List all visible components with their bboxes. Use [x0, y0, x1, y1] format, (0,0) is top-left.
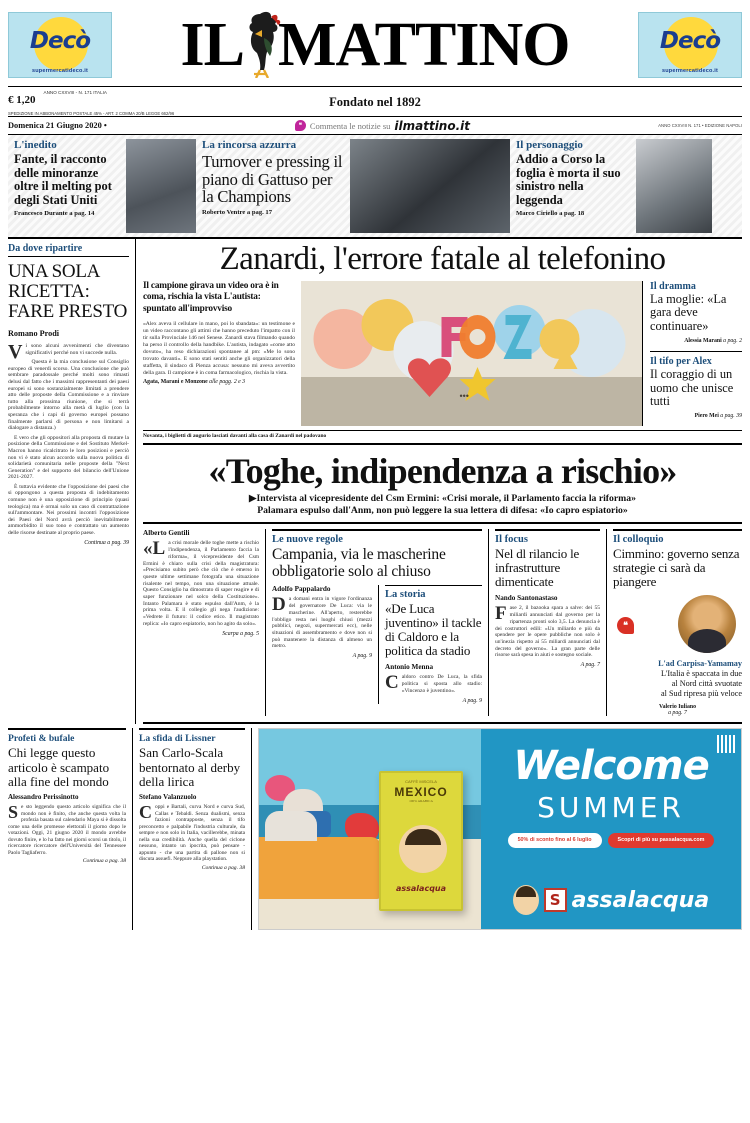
- ad-discount-pill[interactable]: 50% di sconto fino al 6 luglio: [508, 833, 602, 847]
- teaser-photo-fante: [126, 139, 196, 233]
- editorial-title: UNA SOLA RICETTA: FARE PRESTO: [8, 261, 128, 322]
- colloquio-quote-lines: [613, 659, 742, 699]
- bottom-advertisement[interactable]: [258, 728, 742, 930]
- colloquio-kicker: Il colloquio: [613, 529, 742, 545]
- side-headline: Il coraggio di un uomo che unisce tutti: [650, 367, 734, 409]
- edition-note: ANNO CXXVIII N. 171 • EDIZIONE NAPOLI: [658, 123, 742, 128]
- price-note: ANNO CXXVIII - N. 171 ITALIA: [43, 90, 107, 95]
- focus-kicker: Il focus: [495, 529, 600, 545]
- editorial-paragraph: [8, 341, 129, 363]
- editorial-column: [8, 239, 136, 724]
- bottom-author: Stefano Valanzuolo: [139, 793, 197, 802]
- colloquio-line4: al Sud ripresa più veloce: [661, 689, 742, 699]
- quad-headline: Campania, via le mascherine obbligatorie solo al chiuso: [272, 546, 446, 580]
- quad-author: Alberto Gentili: [143, 529, 190, 538]
- ad-deco-left[interactable]: [8, 12, 112, 78]
- top-teaser-strip: [8, 135, 742, 239]
- svg-text:•••: •••: [459, 391, 469, 401]
- ad-pack-subtitle: 100% ARABICA: [409, 799, 433, 804]
- bottom-col-profeti: [8, 728, 132, 930]
- lead-caption-row: [143, 430, 742, 439]
- quad-col-colloquio: [606, 529, 742, 716]
- deco-wordmark-right: Decò: [659, 28, 721, 54]
- focus-author: Nando Santonastaso: [495, 594, 558, 603]
- ad-brand-name: assalacqua: [571, 887, 710, 913]
- ad-welcome-text: Welcome: [513, 743, 709, 790]
- quad-col-campania: [265, 529, 488, 716]
- toghe-sub-line2: Palamara espulso dall'Anm, non può leggere la sua lettera di difesa: «Io capro espiatorio»: [257, 505, 628, 517]
- lead-subhead: Il campione girava un video ora è in coma, rischia la vista L'autista: spuntato all'improvviso: [143, 281, 279, 314]
- quad-author: Adolfo Pappalardo: [272, 585, 331, 594]
- storia-kicker: La storia: [385, 585, 482, 600]
- teaser-byline: Marco Ciriello a pag. 18: [516, 210, 585, 218]
- masthead: [8, 6, 742, 84]
- comment-promo[interactable]: [295, 119, 470, 133]
- side-headline: La moglie: «La gara deve continuare»: [650, 292, 727, 333]
- colloquio-byline: [613, 704, 742, 716]
- storia-page-link[interactable]: A pag. 9: [462, 697, 482, 704]
- newspaper-title: [112, 11, 638, 79]
- bottom-dropcap: S: [8, 802, 19, 823]
- teaser-personaggio[interactable]: [510, 139, 636, 233]
- bottom-col-lissner: [132, 728, 252, 930]
- bottom-continue-link[interactable]: Continua a pag. 38: [201, 864, 245, 871]
- editorial-continue-link[interactable]: Continua a pag. 39: [84, 539, 129, 546]
- teaser-byline: Roberto Ventre a pag. 17: [202, 208, 273, 216]
- comment-text: Commenta le notizie su: [309, 120, 391, 131]
- teaser-byline: Francesco Durante a pag. 14: [14, 210, 95, 218]
- quad-dropcap: [143, 538, 168, 560]
- lead-photo-balloons: [301, 281, 642, 426]
- quote-open: «: [143, 538, 153, 560]
- ad-pack-mascot-face: [399, 825, 447, 873]
- editorial-body: [8, 343, 129, 537]
- ad-pack-top-text: CAFFÈ MISCELA: [405, 779, 437, 785]
- colloquio-byline-name: Valerio Iuliano: [659, 704, 696, 711]
- title-mattino: MATTINO: [277, 11, 570, 79]
- speech-bubble-icon: ❝: [295, 120, 306, 131]
- quad-col-storia: [378, 585, 482, 703]
- bottom-headline: Chi legge questo articolo è scampato alla fine del mondo: [8, 745, 110, 789]
- ad-brand-initial: S: [544, 888, 567, 912]
- registration-note: SPEDIZIONE IN ABBONAMENTO POSTALE 45% - ART. 2 COMMA 20/B LEGGE 662/96: [8, 111, 175, 116]
- date-bar: [8, 116, 742, 135]
- focus-text: [495, 605, 600, 659]
- ad-coffee-pack: [379, 771, 463, 911]
- bottom-body: oppi e Bartali, curva Nord e curva Sud, Callas e Tebaldi. Senza dualismi, senza fazioni contrapposte, senza il tifo preconcetto e palpabile l'industria culturale, da sempre e non solo in Italia, vacillerebbe, minata nella sua credibilità. Anche quella del ciclone nessuno, intanto un ipocrita, può pensare - appunto - che una partita di pallone non si discuta assuefi. Neppure alla playstation.: [139, 804, 245, 863]
- dropcap-letter: L: [152, 538, 166, 560]
- rooster-icon: [244, 14, 278, 76]
- photo-caption: Novanta, i biglietti di augurio lasciati davanti alla casa di Zanardi nel padovano: [143, 433, 327, 439]
- bottom-text: [8, 804, 126, 856]
- focus-body: ase 2, il bazooka spara a salve: dei 55 miliardi annunciati dal governo per la ripartenza pronti solo 3,5. La denuncia è dei costruttori edili: «Un miliardo e più da spendere per le opere pubbliche non solo è un'inezia rispetto ai 55 miliardi annunciati dal decreto del governo». La gran parte delle risorse sarà spesa in aiuti e sostegno sociale.: [495, 605, 600, 659]
- teaser-headline: Turnover e pressing il piano di Gattuso per la Champions: [202, 152, 343, 206]
- teaser-inedito[interactable]: [8, 139, 126, 233]
- price-bar: [8, 86, 742, 116]
- side-byline: [650, 413, 742, 419]
- price-value: € 1,20: [8, 94, 36, 106]
- quad-page-link[interactable]: A pag. 9: [352, 653, 372, 660]
- quad-dropcap: D: [272, 594, 286, 616]
- ad-message-panel: [481, 729, 741, 929]
- ad-product-photo: [259, 729, 481, 929]
- second-lead-toghe: [143, 445, 742, 524]
- colloquio-headline: Cimmino: governo senza strategie ci sarà da piangere: [613, 546, 740, 590]
- teaser-kicker: Il personaggio: [516, 139, 583, 151]
- storia-body: aldoro contro De Luca, la sfida politica si sposta allo stadio: «Vincenzo è juventino».: [401, 674, 482, 694]
- issue-date: Domenica 21 Giugno 2020 •: [8, 121, 107, 130]
- ad-pack-title: MEXICO: [394, 785, 448, 800]
- price-block: [8, 90, 223, 116]
- lead-text-column: [143, 281, 301, 426]
- ad-brand-mascot: [513, 885, 539, 915]
- quad-col-gentili: [143, 529, 265, 716]
- right-side: [136, 239, 742, 724]
- bottom-headline: San Carlo-Scala bentornato al derby della lirica: [139, 745, 241, 789]
- main-content: [8, 239, 742, 724]
- editorial-paragraph: Questa è la mia conclusione sul Consiglio europeo di venerdì scorso. Una conclusione che può sembrare paradossale perché molti sono rimasti delusi dal fatto che i massimi rappresentanti dei paesi europei si sono sostanzialmente limitati a prendere atto delle proposte della Commissione e a rinviare tutto alla prossima riunione, che si terrà probabilmente intorno alla metà di luglio (con la speranza che i capi di governo europei possano finalmente parlarsi di persona e non limitarsi a dialogare a distanza.): [8, 359, 129, 432]
- side-byline-page: a pag. 2: [721, 338, 742, 345]
- bottom-author: Alessandro Perissinotto: [8, 793, 79, 802]
- teaser-headline: Addio a Corso la foglia è morta il suo sinistro nella leggenda: [516, 152, 621, 207]
- storia-text: [385, 674, 482, 694]
- teaser-photo-gattuso: [350, 139, 510, 233]
- bottom-dropcap: C: [139, 802, 152, 823]
- colloquio-avatar-wrap: [613, 595, 742, 657]
- quote-badge-icon: ❝: [617, 617, 634, 634]
- teaser-kicker: L'inedito: [14, 139, 57, 151]
- lead-byline: [143, 379, 295, 385]
- editorial-kicker: Da dove ripartire: [8, 243, 129, 257]
- quad-body: a crisi morale delle toghe mette a rischio l'indipendenza, il Parlamento faccia la riforma», il vicepresidente del Csm Ermini è chiaro sulla crisi della magistratura: «Precisiamo subito però che ciò che è emerso in queste ultime settimane fotografa una situazione risalente nel tempo, non una situazione attuale. Questo Consiglio ha dimostrato di saper reagire e di saper funzionare nel solco della Costituzione». Intanto Palamara è stato espulso dall'Anm, è la prima volta. E il collegio gli nega l'audizione: «Vedrete il futuro: il codice etico. Il magistrato replica: «Io capro espiatorio, non ho agito da solo».: [143, 540, 259, 627]
- lead-byline-page: alle pagg. 2 e 3: [207, 379, 246, 386]
- toghe-headline: «Toghe, indipendenza a rischio»: [208, 451, 677, 491]
- website-link[interactable]: ilmattino.it: [394, 118, 470, 133]
- colloquio-line3: al Nord città svuotate: [671, 679, 742, 689]
- bottom-continue-link[interactable]: Continua a pag. 38: [82, 858, 126, 865]
- editorial-paragraph: È tuttavia evidente che l'opposizione dei paesi che si oppongono a questa proposta di indebitamento comune non è una opposizione di principio (quasi teologica) ma è ormai solo un caso di contrattazione sull'ammontare. Nei prossimi incontri l'opposizione dei Paesi del Nord avrà perciò inevitabilmente ammorbidito il suo tono e contrattato un aumento delle risorse destinate al proprio paese.: [8, 483, 129, 537]
- ad-van-prop: [259, 837, 381, 899]
- toghe-sub-line1: ▶Intervista al vicepresidente del Csm Ermini: «Crisi morale, il Parlamento faccia la riforma»: [249, 493, 636, 504]
- quad-continue-link[interactable]: Scarpa a pag. 5: [222, 630, 259, 637]
- bottom-row: [8, 724, 742, 930]
- focus-dropcap: F: [495, 603, 507, 625]
- ad-summer-text: SUMMER: [537, 791, 685, 825]
- colloquio-line2: L'Italia è spaccata in due: [660, 669, 742, 679]
- side-byline-name: Piero Mei: [694, 413, 719, 420]
- deco-website-right: supermercatideco.it: [661, 68, 719, 74]
- ad-deco-right[interactable]: [638, 12, 742, 78]
- teaser-headline: Fante, il racconto delle minoranze oltre il melting pot degli Stati Uniti: [14, 152, 112, 207]
- bottom-body: e sto leggendo questo articolo significa che il mondo non è finito, che anche questa volta la profezia basata sul calendario Maya si è dissolta come una delle promesse elettorali il giorno dopo le votazioni. Oggi, 21 giugno 2020 il mondo avrebbe dovuto finire, e lo ha fatto nei giorni scorsi un titolo, il ricercatore ricercatore dell'Università del Tennessee Paolo Tagliaferro.: [8, 804, 126, 856]
- storia-dropcap: C: [385, 672, 399, 694]
- avatar: [678, 595, 736, 653]
- bottom-kicker: La sfida di Lissner: [139, 728, 245, 744]
- quad-split: [272, 585, 482, 703]
- title-il: IL: [180, 11, 244, 79]
- side-byline-name: Alessia Marani: [684, 338, 722, 345]
- side-kicker: Il tifo per Alex: [650, 356, 712, 368]
- bottom-kicker: Profeti & bufale: [8, 728, 126, 744]
- storia-headline: «De Luca juventino» il tackle di Caldoro e la politica da stadio: [385, 601, 482, 659]
- lead-body: [143, 281, 742, 426]
- focus-page-link[interactable]: A pag. 7: [580, 662, 600, 669]
- quad-col-focus: [488, 529, 606, 716]
- four-column-block: [143, 524, 742, 724]
- quad-text: [143, 540, 259, 627]
- deco-wordmark: Decò: [29, 28, 91, 54]
- teaser-photo-corso: [636, 139, 712, 233]
- ad-more-info-pill[interactable]: Scopri di più su passalacqua.com: [608, 833, 715, 847]
- founded-line: Fondato nel 1892: [329, 95, 421, 109]
- teaser-kicker: La rincorsa azzurra: [202, 139, 297, 151]
- lead-headline: Zanardi, l'errore fatale al telefonino: [219, 241, 666, 277]
- side-story-tifo[interactable]: [650, 351, 742, 419]
- side-byline: [650, 338, 742, 344]
- colloquio-byline-page: a pag. 7: [668, 710, 687, 717]
- nameplate: [112, 11, 638, 79]
- side-story-dramma[interactable]: [650, 281, 742, 344]
- teaser-rincorsa[interactable]: [196, 139, 350, 233]
- colloquio-role: L'ad Carpisa-Yamamay: [658, 659, 742, 669]
- lead-story-zanardi: [143, 239, 742, 445]
- side-byline-page: a pag. 39: [718, 413, 742, 420]
- toghe-subhead: [143, 493, 742, 524]
- focus-headline: Nel dl rilancio le infrastrutture dimenticate: [495, 546, 580, 590]
- side-kicker: Il dramma: [650, 281, 696, 292]
- bottom-text: [139, 804, 245, 863]
- storia-author: Antonio Menna: [385, 663, 434, 672]
- ad-offer-pills: [481, 833, 741, 847]
- lead-text: «Alex aveva il cellulare in mano, poi lo sbandata»: un testimone e un video raccontano gli attimi che hanno preceduto l'impatto con il tir sulla Provinciale 146 nel Senese. Zanardi stava filmando quando ha perso il controllo della handbike. L'autista, indagato «come atto dovuto», ha reso dichiarazioni spontanee al pm: «Me lo sono trovato davanti». E sono stati sentiti anche gli organizzatori della staffetta, il sindaco di Pienza accusa: nessuno mi aveva avvertito della gara. Il campione è in coma farmacologico, rischia la vista.: [143, 321, 295, 376]
- editorial-paragraph: E vero che gli oppositori alla proposta di mutare la posizione della Commissione e del Sostituto Merkel-Macron hanno ricalcitrato le loro posizioni e perciò non vi è stato alcun accordo sulla nuova politica di solidarietà comunitaria nelle proposte della "Next Generation" e del supporto del bilancio dell'Unione 2021-2027.: [8, 434, 129, 481]
- deco-website: supermercatideco.it: [31, 68, 89, 74]
- quad-text: [272, 596, 372, 650]
- quad-campania-text: [272, 585, 378, 703]
- lead-side-column: [642, 281, 742, 426]
- editorial-author: Romano Prodi: [8, 329, 60, 338]
- editorial-p0: i sono alcuni avvenimenti che diventano significativi perché non vi succede nulla.: [25, 343, 129, 356]
- editorial-dropcap: V: [8, 341, 23, 363]
- quad-kicker: Le nuove regole: [272, 529, 482, 545]
- ad-pack-logo: assalacqua: [395, 884, 447, 894]
- quad-body: a domani entra in vigore l'ordinanza del governatore De Luca: via le mascherine. All'aperto, resterebbe l'obbligo resta nei luoghi chiusi (mezzi pubblici, negozi, supermercati ecc), nelle situazioni di assembramento e dove non si può mantenere la distanza di almeno un metro.: [272, 596, 372, 650]
- lead-byline-name: Agata, Marani e Monzone: [143, 379, 208, 386]
- ad-brand-lockup: [481, 885, 741, 915]
